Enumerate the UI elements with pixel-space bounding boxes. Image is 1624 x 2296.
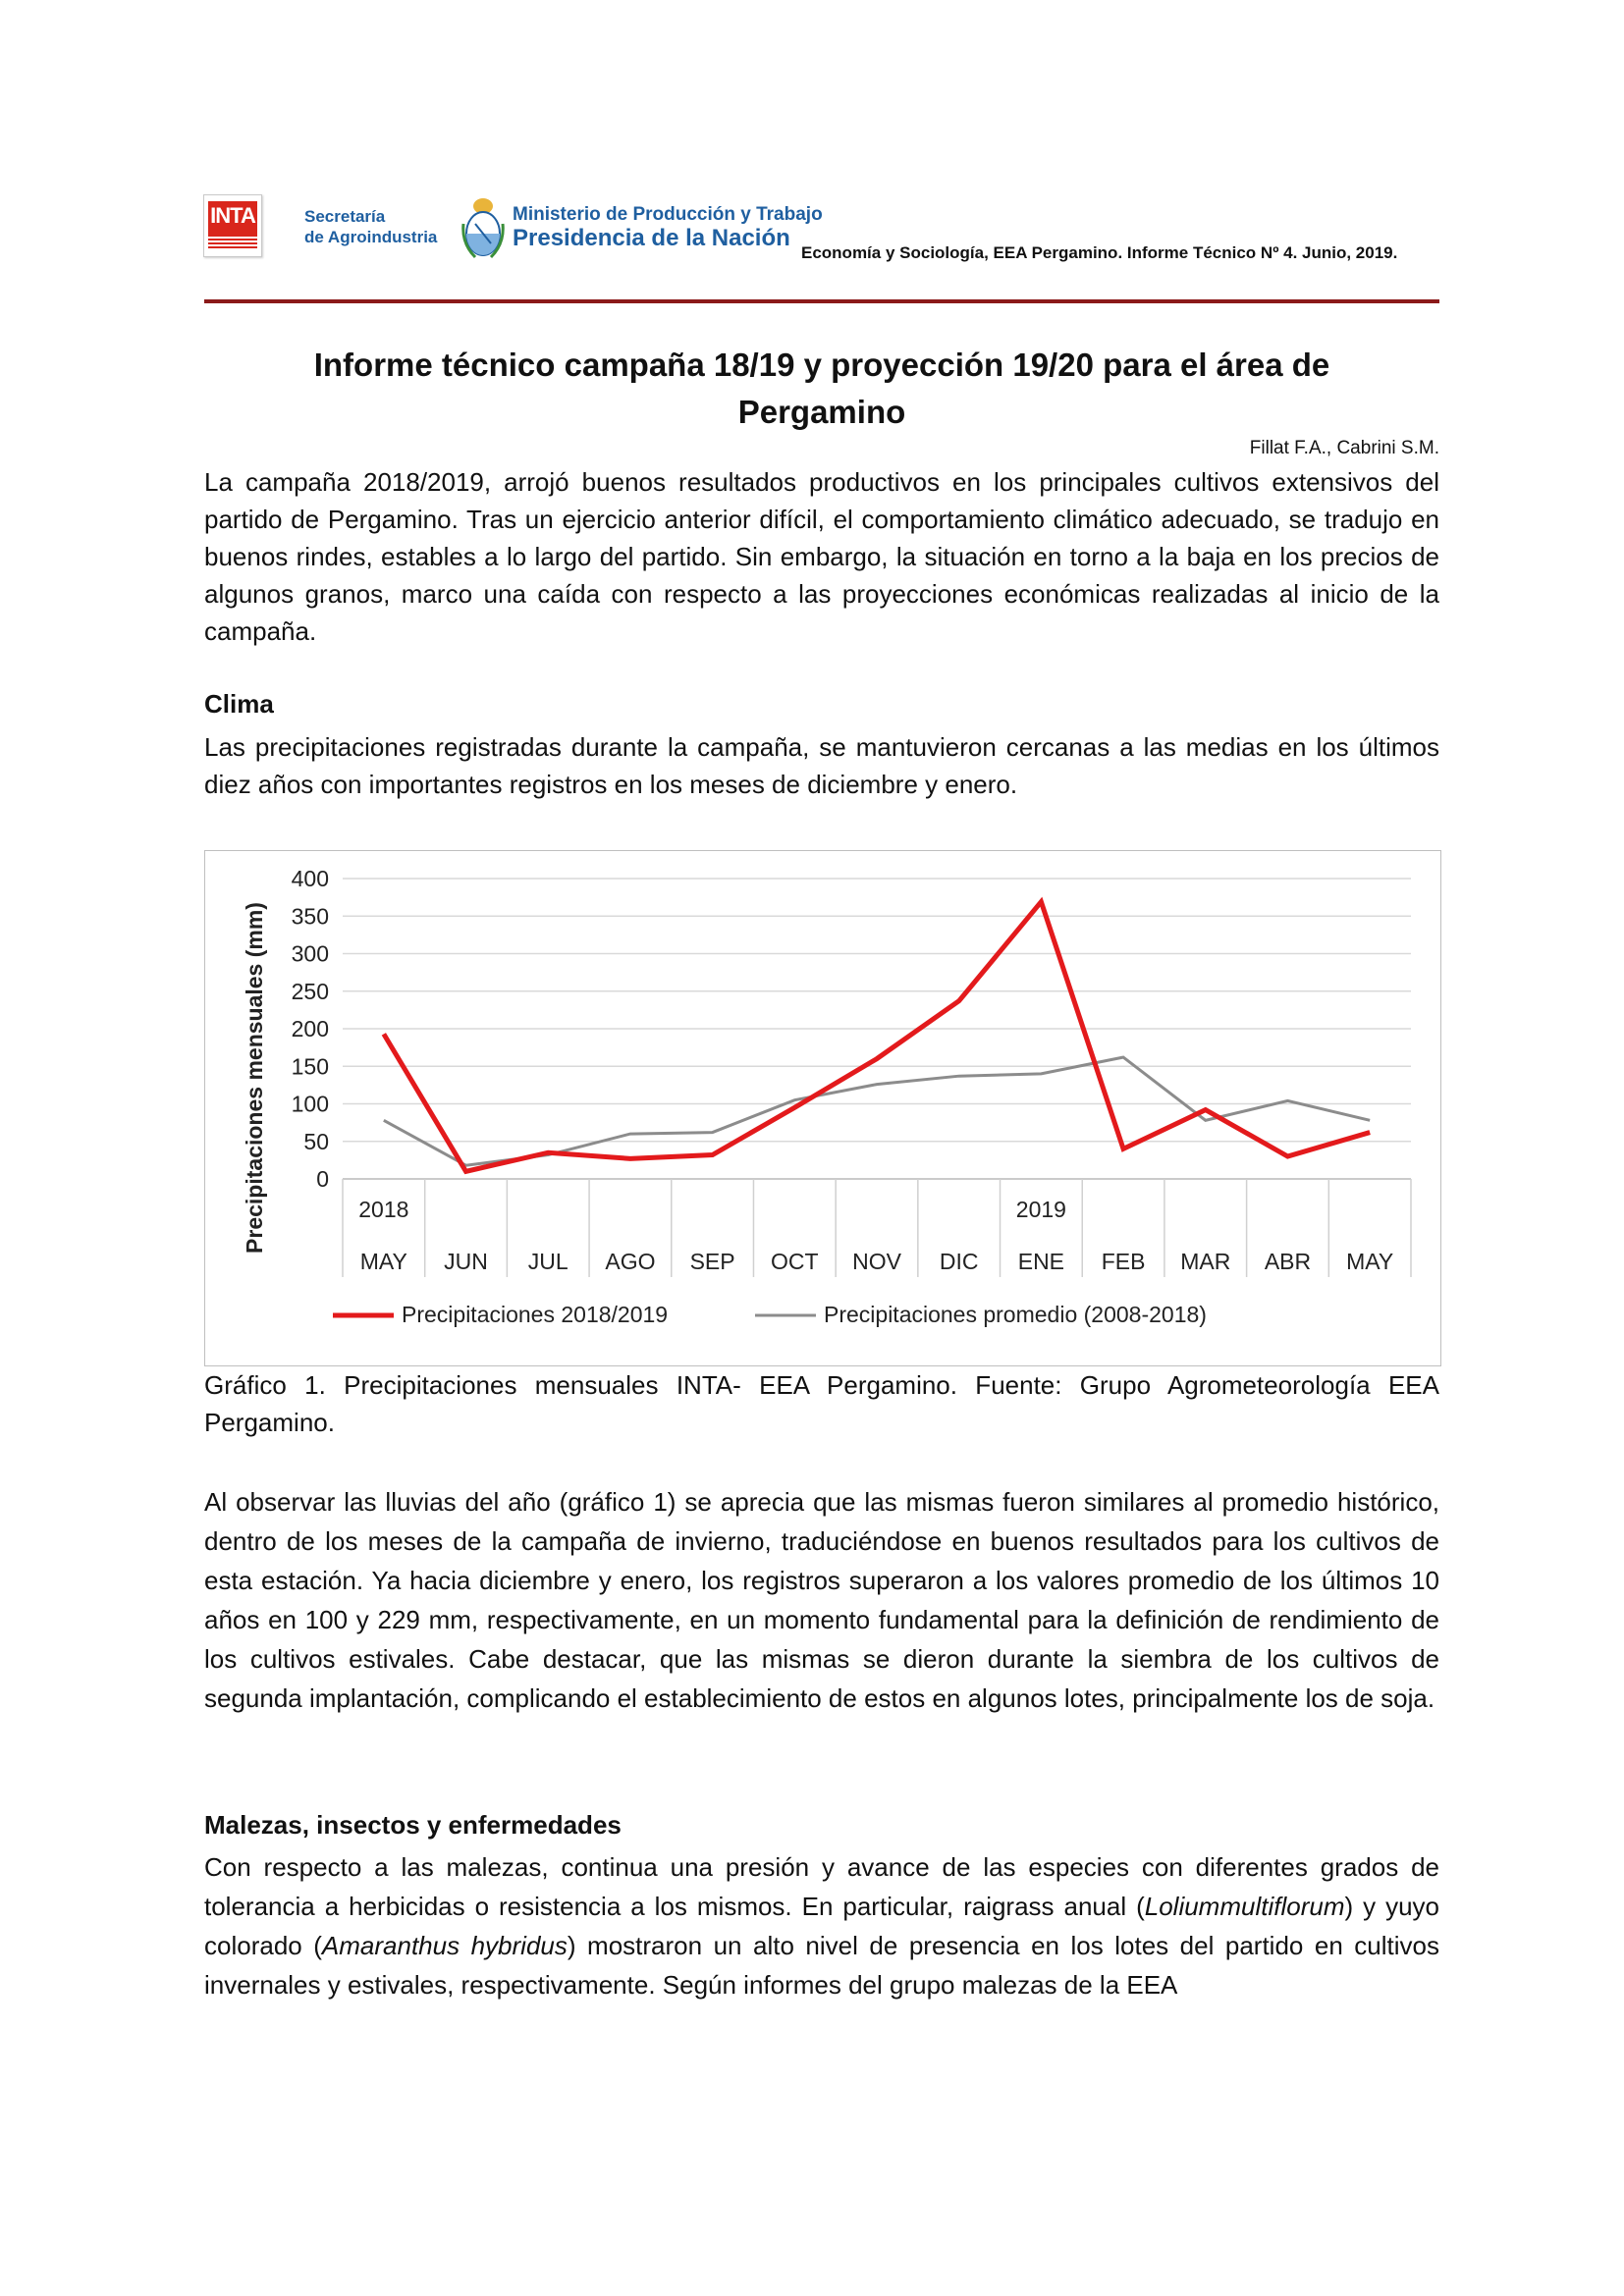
malezas-species-1: Loliummultiflorum: [1144, 1892, 1345, 1921]
series-line-promedio: [384, 1057, 1370, 1165]
series-line-2018-2019: [384, 902, 1370, 1172]
malezas-paragraph: [204, 1847, 1439, 2004]
chart-axes: [242, 866, 1411, 1277]
x-tick-label: MAR: [1180, 1249, 1231, 1274]
x-tick-label: DIC: [939, 1249, 979, 1274]
legend-label: Precipitaciones promedio (2008-2018): [824, 1302, 1207, 1327]
x-tick-label: MAY: [359, 1249, 407, 1274]
y-tick-label: 50: [303, 1128, 329, 1154]
y-tick-label: 200: [291, 1016, 329, 1041]
y-tick-label: 250: [291, 978, 329, 1004]
y-tick-label: 0: [316, 1166, 329, 1192]
x-tick-label: NOV: [852, 1249, 901, 1274]
x-tick-label: JUN: [444, 1249, 488, 1274]
chart-caption: Gráfico 1. Precipitaciones mensuales INTA- EEA Pergamino. Fuente: Grupo Agrometeorología EEA Pergamino.: [204, 1370, 1439, 1437]
x-year-label: 2018: [358, 1197, 409, 1222]
escudo-icon: [461, 194, 505, 263]
x-tick-label: JUL: [527, 1249, 568, 1274]
x-tick-label: AGO: [605, 1249, 656, 1274]
y-tick-label: 350: [291, 903, 329, 930]
malezas-heading: Malezas, insectos y enfermedades: [204, 1810, 622, 1840]
clima-paragraph: Las precipitaciones registradas durante la campaña, se mantuvieron cercanas a las medias en los últimos diez años con importantes registros en los meses de diciembre y enero.: [204, 732, 1439, 799]
y-tick-label: 300: [291, 940, 329, 967]
malezas-text-3: ) mostraron un alto nivel de presencia en los lotes del partido en cultivos invernales y estivales, respectivamente. Según informes del grupo malezas de la EEA: [204, 1931, 1439, 2000]
secretaria-label: [304, 206, 437, 247]
clima-heading: Clima: [204, 689, 274, 719]
x-tick-label: SEP: [689, 1249, 735, 1274]
chart-legend: [333, 1302, 1207, 1327]
malezas-text-1: Con respecto a las malezas, continua una presión y avance de las especies con diferentes grados de tolerancia a herbicidas o resistencia a los mismos. En particular, raigrass anual (: [204, 1852, 1439, 1921]
title-line-2: Pergamino: [737, 394, 906, 430]
x-year-label: 2019: [1015, 1197, 1066, 1222]
malezas-text-2: ) y yuyo colorado (: [204, 1892, 1439, 1960]
y-tick-label: 150: [291, 1053, 329, 1080]
intro-paragraph: La campaña 2018/2019, arrojó buenos resultados productivos en los principales cultivos extensivos del partido de Pergamino. Tras un ejercicio anterior difícil, el comportamiento climático adecuado, se tradujo en buenos rindes, estables a lo largo del partido. Sin embargo, la situación en torno a la baja en los precios de algunos granos, marco una caída con respecto a las proyecciones económicas realizadas al inicio de la campaña.: [204, 467, 1439, 646]
ministerio-line-2: Presidencia de la Nación: [513, 225, 790, 251]
x-tick-label: MAY: [1346, 1249, 1394, 1274]
legend-label: Precipitaciones 2018/2019: [402, 1302, 669, 1327]
inta-logo-text: INTA: [210, 203, 255, 228]
inta-logo: [203, 194, 262, 257]
ministerio-line-1: Ministerio de Producción y Trabajo: [513, 204, 823, 225]
x-tick-label: FEB: [1101, 1249, 1146, 1274]
y-tick-label: 100: [291, 1091, 329, 1117]
chart-series: [384, 902, 1371, 1172]
document-title: [204, 342, 1439, 436]
header-rule: [204, 299, 1439, 303]
y-axis-title: Precipitaciones mensuales (mm): [242, 902, 267, 1254]
secretaria-line-2: de Agroindustria: [304, 228, 438, 246]
lluvias-paragraph: Al observar las lluvias del año (gráfico 1) se aprecia que las mismas fueron similares al promedio histórico, dentro de los meses de la campaña de invierno, traduciéndose en buenos resultados para los cultivos de esta estación. Ya hacia diciembre y enero, los registros superaron a los valores promedio de los últimos 10 años en 100 y 229 mm, respectivamente, en un momento fundamental para la definición de rendimiento de los cultivos estivales. Cabe destacar, que las mismas se dieron durante la siembra de los cultivos de segunda implantación, complicando el establecimiento de estos en algunos lotes, principalmente los de soja.: [204, 1487, 1439, 1713]
report-reference: Economía y Sociología, EEA Pergamino. Informe Técnico Nº 4. Junio, 2019.: [801, 243, 1398, 262]
y-tick-label: 400: [291, 866, 329, 891]
ministerio-label: [513, 204, 823, 251]
malezas-species-2: Amaranthus hybridus: [321, 1931, 568, 1960]
x-tick-label: OCT: [771, 1249, 819, 1274]
x-tick-label: ENE: [1017, 1249, 1065, 1274]
precipitation-chart: [204, 850, 1441, 1366]
authors: Fillat F.A., Cabrini S.M.: [1249, 438, 1439, 458]
x-tick-label: ABR: [1264, 1249, 1312, 1274]
secretaria-line-1: Secretaría: [304, 207, 386, 226]
chart-svg: [205, 851, 1440, 1365]
title-line-1: Informe técnico campaña 18/19 y proyección 19/20 para el área de: [313, 347, 1330, 383]
